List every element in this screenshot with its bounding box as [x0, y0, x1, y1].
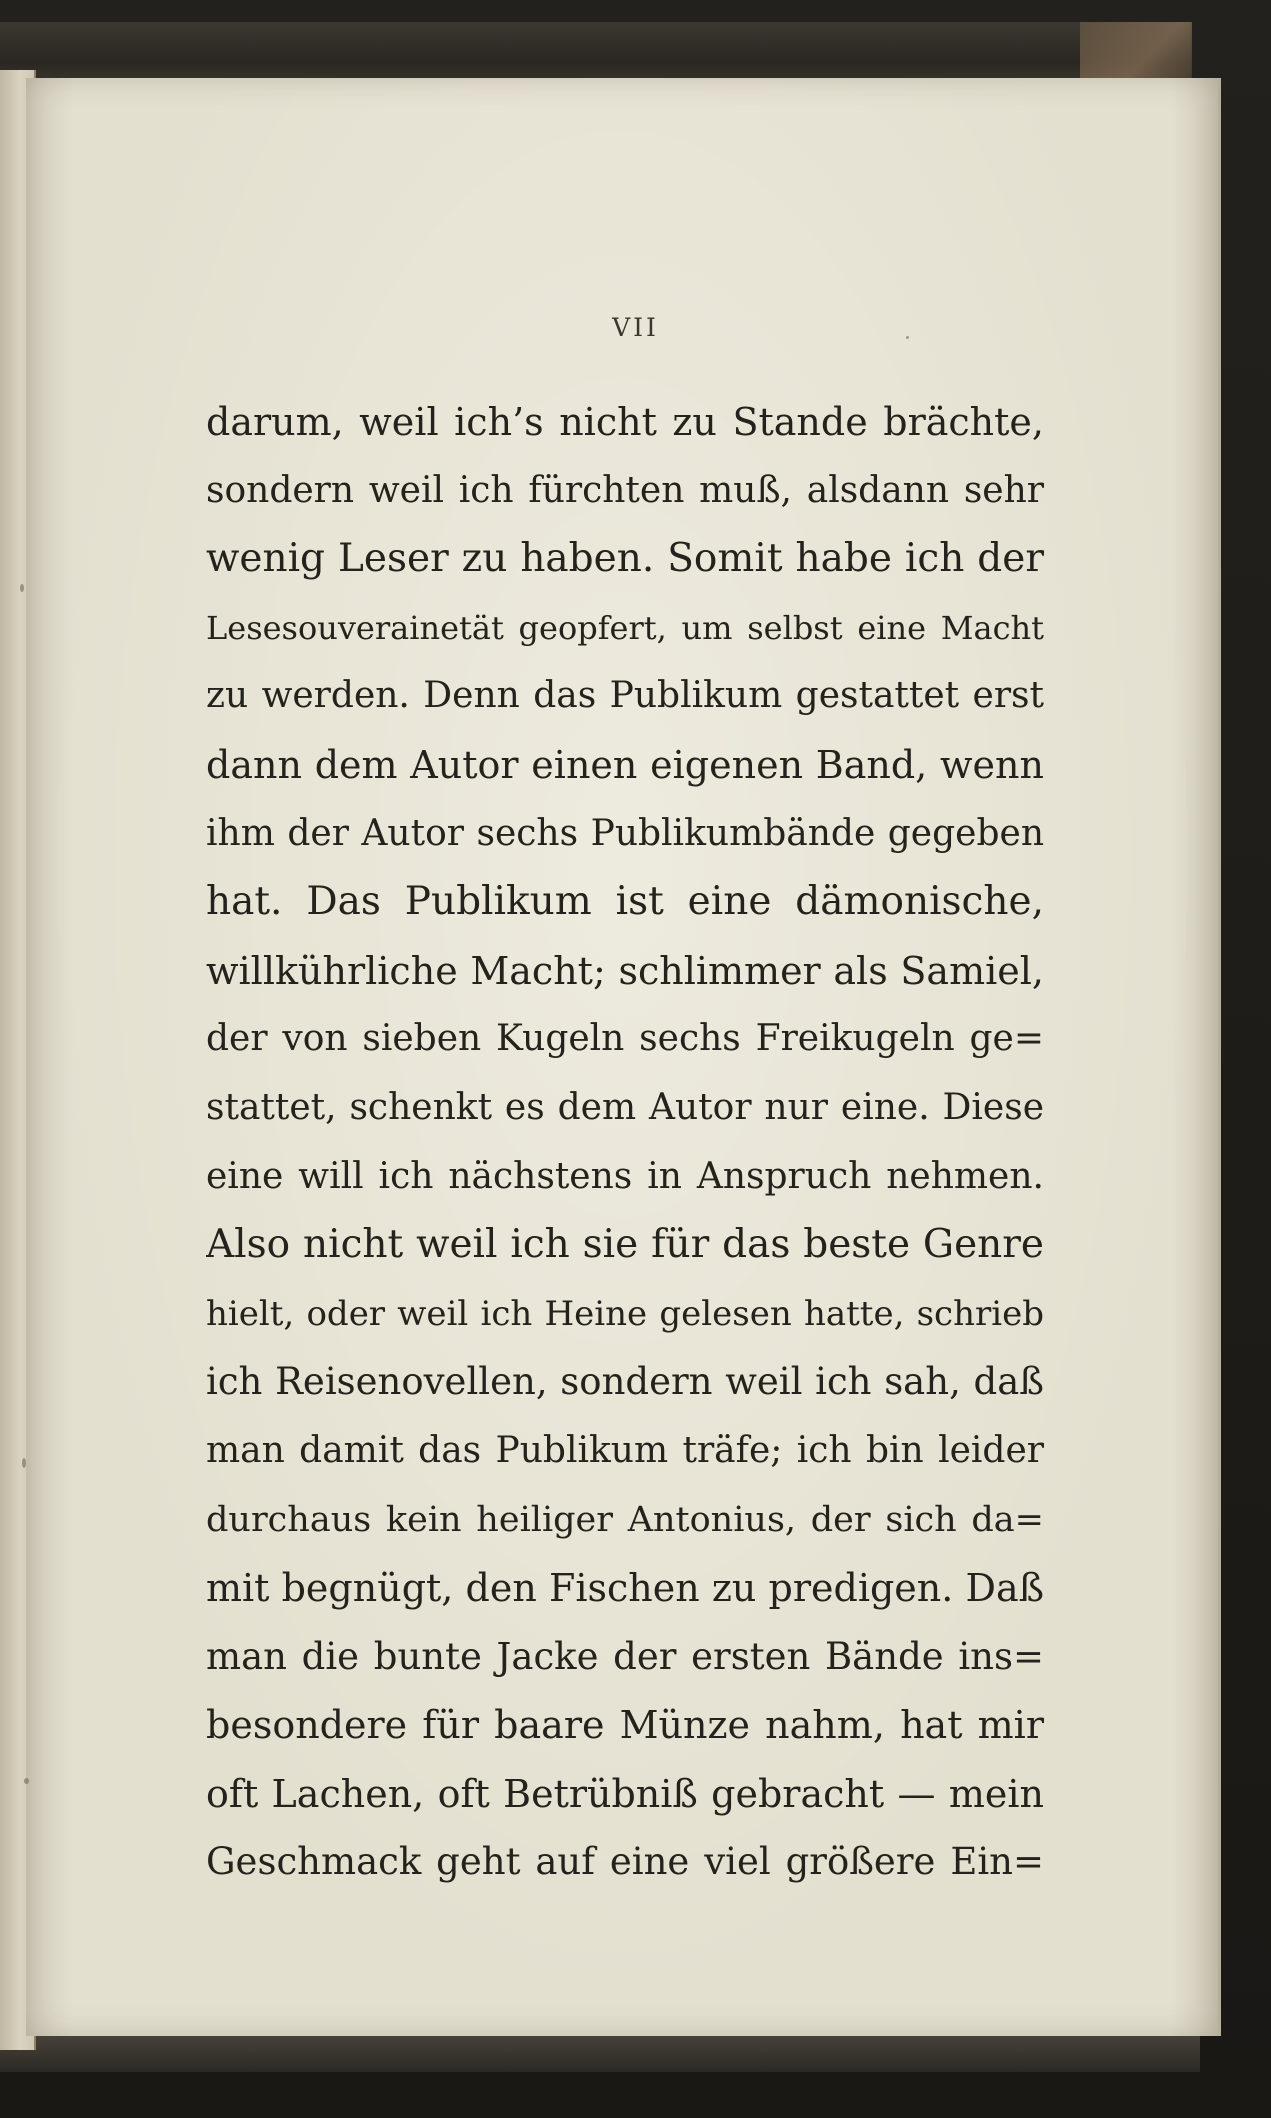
- text-line: ihm der Autor sechs Publikumbände gegeben: [206, 812, 1044, 854]
- paper-speck: [24, 1778, 29, 1784]
- text-line: dann dem Autor einen eigenen Band, wenn: [206, 742, 1044, 787]
- page-number: VII: [612, 313, 659, 342]
- text-line: durchaus kein heiliger Antonius, der sich da=: [206, 1499, 1044, 1540]
- text-line: sondern weil ich fürchten muß, alsdann sehr: [206, 469, 1044, 511]
- text-line: man damit das Publikum träfe; ich bin leider: [206, 1429, 1044, 1471]
- text-line: eine will ich nächstens in Anspruch nehmen.: [206, 1155, 1044, 1197]
- text-line: Also nicht weil ich sie für das beste Genre: [206, 1222, 1044, 1268]
- text-line: willkührliche Macht; schlimmer als Samiel,: [206, 948, 1044, 993]
- paper-speck: [20, 584, 24, 592]
- text-line: mit begnügt, den Fischen zu predigen. Daß: [206, 1566, 1044, 1611]
- text-line: zu werden. Denn das Publikum gestattet erst: [206, 675, 1044, 717]
- text-line: Lesesouverainetät geopfert, um selbst eine Macht: [206, 608, 1044, 647]
- text-line: darum, weil ich’s nicht zu Stande brächte,: [206, 400, 1044, 444]
- text-line: wenig Leser zu haben. Somit habe ich der: [206, 536, 1044, 582]
- text-line: Geschmack geht auf eine viel größere Ein=: [206, 1840, 1044, 1884]
- text-line: hielt, oder weil ich Heine gelesen hatte, schrieb: [206, 1293, 1044, 1334]
- body-text: [206, 388, 1044, 1897]
- paper-speck: [22, 1458, 26, 1468]
- text-line: stattet, schenkt es dem Autor nur eine. Diese: [206, 1086, 1044, 1128]
- text-line: oft Lachen, oft Betrübniß gebracht — mein: [206, 1771, 1044, 1816]
- text-line: ich Reisenovellen, sondern weil ich sah, daß: [206, 1360, 1044, 1404]
- text-line: man die bunte Jacke der ersten Bände ins=: [206, 1634, 1044, 1678]
- book-cover-bottom: [0, 2032, 1200, 2072]
- text-line: der von sieben Kugeln sechs Freikugeln ge=: [206, 1018, 1044, 1060]
- cover-corner-wear: [1080, 22, 1192, 80]
- book-cover-top: [0, 22, 1190, 82]
- text-line: hat. Das Publikum ist eine dämonische,: [206, 879, 1044, 925]
- text-line: besondere für baare Münze nahm, hat mir: [206, 1703, 1044, 1748]
